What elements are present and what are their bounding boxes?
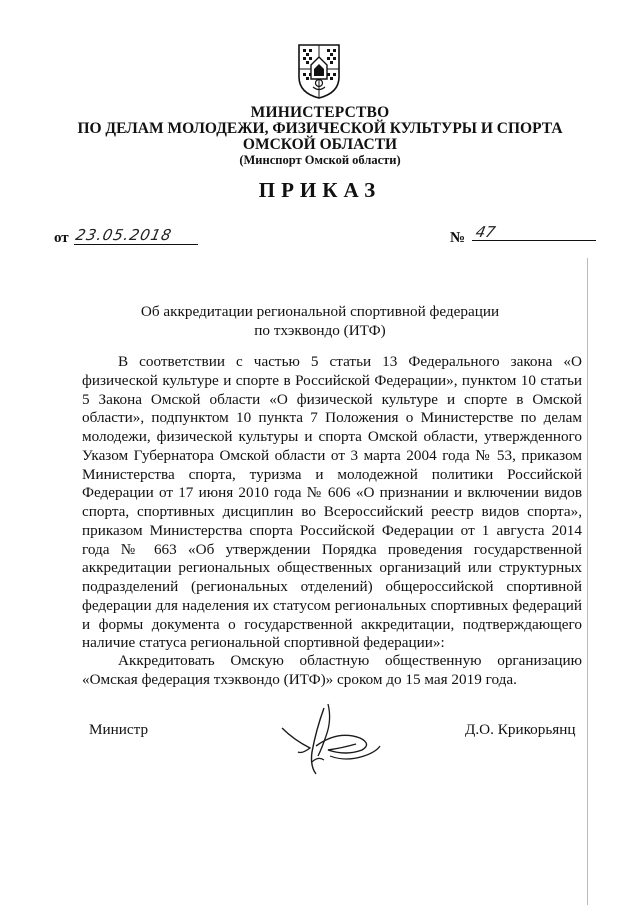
number-value: 47 — [474, 223, 498, 241]
date-value: 23.05.2018 — [74, 226, 174, 244]
signer-name: Д.О. Крикорьянц — [465, 721, 576, 738]
ministry-short-name: (Минспорт Омской области) — [239, 153, 401, 167]
ministry-title-line2: ПО ДЕЛАМ МОЛОДЕЖИ, ФИЗИЧЕСКОЙ КУЛЬТУРЫ И СПОРТА — [77, 120, 563, 137]
document-title: ПРИКАЗ — [258, 178, 382, 202]
number-underline — [472, 240, 596, 241]
body-paragraph-2: Аккредитовать Омскую областную общественную организацию «Омская федерация тхэквондо (ИТФ)» сроком до 15 мая 2019 года. — [82, 652, 582, 688]
ministry-title-line3: ОМСКОЙ ОБЛАСТИ — [242, 136, 398, 153]
date-label: от — [54, 230, 69, 246]
ministry-title: МИНИСТЕРСТВО — [250, 104, 390, 121]
number-label: № — [450, 230, 466, 246]
body-paragraph-1: В соответствии с частью 5 статьи 13 Федерального закона «О физической культуре и спорте в Российской Федерации», пунктом 10 статьи 5 Закона Омской области «О физической культуре и спорте в Омской области», подпунктом 10 пункта 7 Положения о Министерстве по делам молодежи, физической культуры и спорта Омской области, утвержденного Указом Губернатора Омской области от 3 марта 2004 года № 53, приказом Министерства спорта, туризма и молодежной политики Российской Федерации от 17 июня 2010 года № 606 «О признании и включении видов спорта, спортивных дисциплин во Всероссийский реестр видов спорта», приказом Министерства спорта Российской Федерации от 1 августа 2014 года № 663 «Об утверждении Порядка проведения государственной аккредитации региональных общественных организаций или структурных подразделений (региональных отделений) общероссийской спортивной федерации для наделения их статусом региональных спортивных федераций и формы документа о государственной аккредитации, подтверждающего наличие статуса региональной спортивной федерации»: — [82, 353, 582, 652]
date-underline — [74, 244, 198, 245]
scan-edge-line — [587, 258, 588, 905]
coat-of-arms-icon — [296, 43, 342, 99]
signature-icon — [272, 700, 382, 785]
subject-line1: Об аккредитации региональной спортивной федерации — [140, 303, 500, 320]
subject-line2: по тхэквондо (ИТФ) — [254, 321, 386, 339]
signer-position: Министр — [89, 721, 149, 738]
document-subject — [120, 303, 520, 340]
